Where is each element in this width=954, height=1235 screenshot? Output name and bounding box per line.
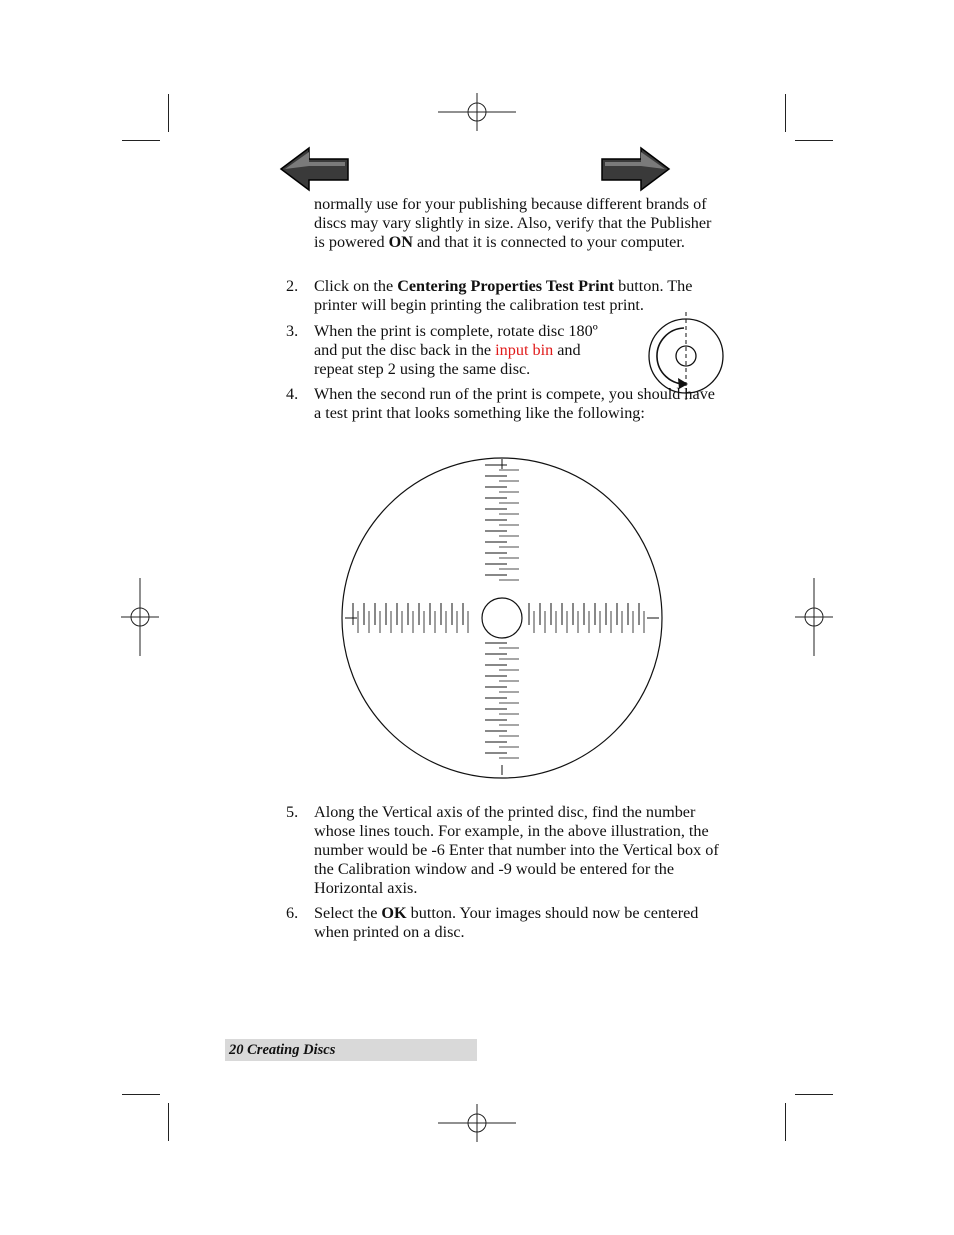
step-6-number: 6. bbox=[286, 904, 299, 922]
ok-button-label: OK bbox=[381, 904, 407, 922]
disc-hub bbox=[482, 598, 522, 638]
crop-mark-top-right-h bbox=[795, 140, 833, 141]
intro-paragraph bbox=[314, 195, 726, 252]
registration-mark-bottom bbox=[438, 1104, 516, 1142]
step-3-text-start: When the print is complete, rotate disc 180º and put the disc back in the bbox=[314, 322, 598, 359]
step-3-number: 3. bbox=[286, 322, 299, 340]
intro-text-end: and that it is connected to your computer. bbox=[412, 233, 685, 251]
step-4-text-body: When the second run of the print is compete, you should have a test print that looks something like the following: bbox=[314, 385, 715, 422]
step-6-text bbox=[314, 904, 726, 942]
centering-properties-test-print-label: Centering Properties Test Print bbox=[397, 277, 615, 295]
registration-mark-left bbox=[121, 578, 159, 656]
footer-page-label: 20 Creating Discs bbox=[229, 1042, 336, 1058]
step-4-number: 4. bbox=[286, 385, 299, 403]
step-5-number: 5. bbox=[286, 803, 299, 821]
crop-mark-top-left-h bbox=[122, 140, 160, 141]
registration-mark-right bbox=[795, 578, 833, 656]
right-arrow-icon[interactable] bbox=[599, 146, 671, 192]
crop-mark-bottom-left-h bbox=[122, 1094, 160, 1095]
step-2-text-start: Click on the bbox=[314, 277, 398, 295]
intro-bold: ON bbox=[388, 233, 413, 251]
crop-mark-bottom-right-h bbox=[795, 1094, 833, 1095]
step-6-text-end: button. Your images should now be centered when printed on a disc. bbox=[314, 904, 699, 941]
crop-mark-bottom-left-v bbox=[168, 1103, 169, 1141]
calibration-test-print-illustration bbox=[337, 453, 667, 783]
left-arrow-icon[interactable] bbox=[279, 146, 351, 192]
crop-mark-top-left-v bbox=[168, 94, 169, 132]
step-5-text bbox=[314, 803, 730, 898]
crop-mark-bottom-right-v bbox=[785, 1103, 786, 1141]
intro-text: normally use for your publishing because different brands of discs may vary slightly in size. Also, verify that the Publisher is powered bbox=[314, 195, 712, 251]
step-3-text bbox=[314, 322, 624, 379]
step-2-number: 2. bbox=[286, 277, 299, 295]
step-4-text bbox=[314, 385, 726, 423]
step-3-text-end: and repeat step 2 using the same disc. bbox=[314, 341, 581, 378]
step-5-text-body: Along the Vertical axis of the printed disc, find the number whose lines touch. For example, in the above illustration, the number would be -6 Enter that number into the Vertical box of the Calibration window and -9 would be entered for the Horizontal axis. bbox=[314, 803, 719, 897]
step-2-text-end: button. The printer will begin printing the calibration test print. bbox=[314, 277, 693, 314]
disc-outline bbox=[342, 458, 662, 778]
crop-mark-top-right-v bbox=[785, 94, 786, 132]
input-bin-link[interactable]: input bin bbox=[495, 341, 554, 359]
registration-mark-top bbox=[438, 93, 516, 131]
step-6-text-start: Select the bbox=[314, 904, 382, 922]
